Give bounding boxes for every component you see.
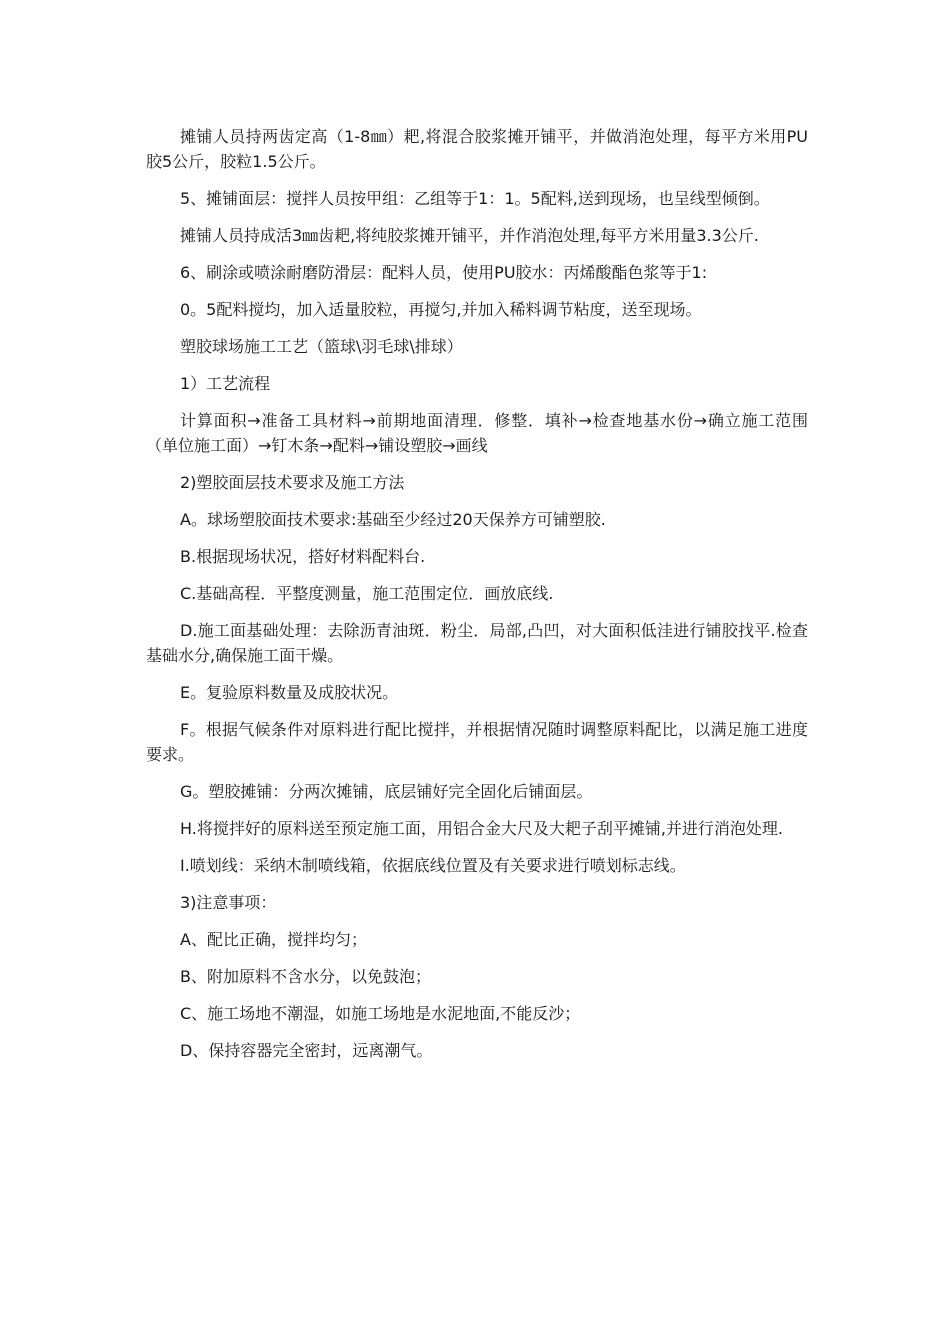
- list-item: I.喷划线：采纳木制喷线箱，依据底线位置及有关要求进行喷划标志线。: [180, 856, 686, 875]
- list-item: B、附加原料不含水分，以免鼓泡；: [180, 967, 431, 986]
- list-item: D、保持容器完全密封，远离潮气。: [180, 1041, 433, 1060]
- list-item: C.基础高程．平整度测量，施工范围定位．画放底线.: [180, 584, 554, 603]
- paragraph: 摊铺人员持两齿定高（1-8㎜）耙,将混合胶浆摊开铺平，并做消泡处理，每平方米用PU胶5公斤，胶粒1.5公斤。: [146, 127, 808, 171]
- subsection-heading: 1）工艺流程: [180, 374, 271, 393]
- list-item: A。球场塑胶面技术要求:基础至少经过20天保养方可铺塑胶.: [180, 510, 606, 529]
- paragraph: 0。5配料搅均，加入适量胶粒，再搅匀,并加入稀料调节粘度，送至现场。: [180, 300, 702, 319]
- paragraph: 5、摊铺面层：搅拌人员按甲组：乙组等于1：1。5配料,送到现场，也呈线型倾倒。: [180, 189, 770, 208]
- list-item: F。根据气候条件对原料进行配比搅拌，并根据情况随时调整原料配比，以满足施工进度要求。: [146, 720, 808, 764]
- list-item: B.根据现场状况，搭好材料配料台.: [180, 547, 426, 566]
- document-page: [146, 124, 808, 1075]
- list-item: E。复验原料数量及成胶状况。: [180, 683, 399, 702]
- list-item: G。塑胶摊铺：分两次摊铺，底层铺好完全固化后铺面层。: [180, 782, 593, 801]
- list-item: C、施工场地不潮湿，如施工场地是水泥地面,不能反沙；: [180, 1004, 581, 1023]
- paragraph: 计算面积→准备工具材料→前期地面清理．修整．填补→检查地基水份→确立施工范围（单位施工面）→钉木条→配料→铺设塑胶→画线: [146, 411, 808, 455]
- paragraph: 6、刷涂或喷涂耐磨防滑层：配料人员，使用PU胶水：丙烯酸酯色浆等于1:: [180, 263, 708, 282]
- list-item: D.施工面基础处理：去除沥青油斑．粉尘．局部,凸凹，对大面积低洼进行铺胶找平.检查基础水分,确保施工面干燥。: [146, 621, 808, 665]
- list-item: A、配比正确，搅拌均匀；: [180, 930, 367, 949]
- subsection-heading: 3)注意事项：: [180, 893, 277, 912]
- section-heading: 塑胶球场施工工艺（篮球\羽毛球\排球）: [180, 337, 463, 356]
- list-item: H.将搅拌好的原料送至预定施工面，用铝合金大尺及大耙子刮平摊铺,并进行消泡处理.: [180, 819, 784, 838]
- subsection-heading: 2)塑胶面层技术要求及施工方法: [180, 473, 405, 492]
- paragraph: 摊铺人员持成活3㎜齿耙,将纯胶浆摊开铺平，并作消泡处理,每平方米用量3.3公斤.: [180, 226, 759, 245]
